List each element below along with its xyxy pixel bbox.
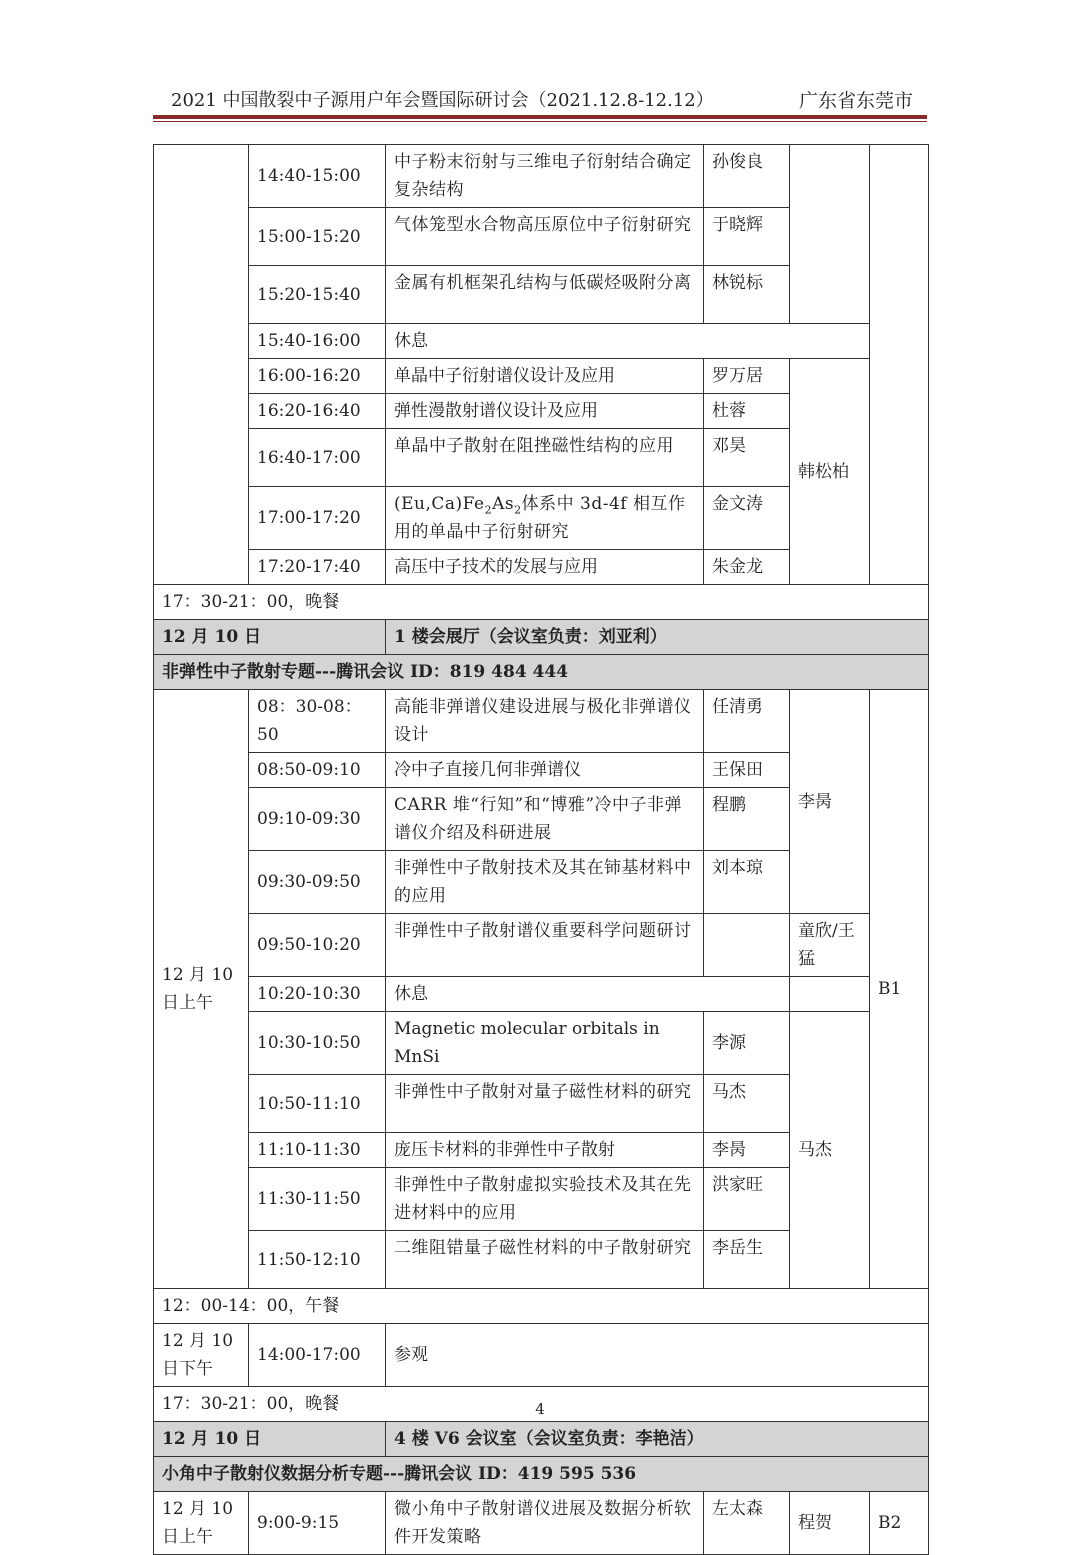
- table-row: [154, 1324, 929, 1387]
- topic-cell: 气体笼型水合物高压原位中子衍射研究: [386, 208, 704, 266]
- speaker-cell: 孙俊良: [704, 145, 790, 208]
- formula-subscript: 2: [514, 503, 522, 517]
- chair-cell: 韩松柏: [790, 359, 870, 585]
- room-cell: B2: [870, 1492, 929, 1555]
- time-cell: 14:00-17:00: [249, 1324, 386, 1387]
- topic-cell: 单晶中子散射在阻挫磁性结构的应用: [386, 429, 704, 487]
- topic-cell: 休息: [386, 977, 790, 1012]
- day-header-row: [154, 620, 929, 655]
- topic-cell: 弹性漫散射谱仪设计及应用: [386, 394, 704, 429]
- speaker-cell: 左太森: [704, 1492, 790, 1555]
- table-row: [154, 1012, 929, 1075]
- topic-cell: 二维阻错量子磁性材料的中子散射研究: [386, 1231, 704, 1289]
- topic-header-row: [154, 1457, 929, 1492]
- day-header: 12 月 10 日: [154, 620, 386, 655]
- speaker-cell-empty: [704, 914, 790, 977]
- page-number: 4: [535, 1400, 545, 1418]
- time-cell: 16:40-17:00: [249, 429, 386, 487]
- topic-cell: 非弹性中子散射谱仪重要科学问题研讨: [386, 914, 704, 977]
- header-rule-thin: [153, 121, 927, 122]
- room-cell-empty: [870, 145, 929, 585]
- time-cell: 17:00-17:20: [249, 487, 386, 550]
- room-cell: B1: [870, 690, 929, 1289]
- speaker-cell: 李昺: [704, 1133, 790, 1168]
- formula-part: (Eu,Ca)Fe: [394, 494, 485, 514]
- session-label-cell: 12 月 10 日下午: [154, 1324, 249, 1387]
- time-cell: 11:50-12:10: [249, 1231, 386, 1289]
- header-location: 广东省东莞市: [798, 90, 913, 112]
- day-header-row: [154, 1422, 929, 1457]
- topic-cell: 单晶中子衍射谱仪设计及应用: [386, 359, 704, 394]
- meal-cell: 17：30-21：00，晚餐: [154, 585, 929, 620]
- table-row: [154, 690, 929, 753]
- time-cell: 15:00-15:20: [249, 208, 386, 266]
- time-cell: 16:20-16:40: [249, 394, 386, 429]
- meal-row: [154, 1289, 929, 1324]
- topic-cell: 高能非弹谱仪建设进展与极化非弹谱仪设计: [386, 690, 704, 753]
- speaker-cell: 金文涛: [704, 487, 790, 550]
- topic-cell: 非弹性中子散射对量子磁性材料的研究: [386, 1075, 704, 1133]
- session-topic-header: 小角中子散射仪数据分析专题---腾讯会议 ID：419 595 536: [154, 1457, 929, 1492]
- header-title: 2021 中国散裂中子源用户年会暨国际研讨会（2021.12.8-12.12）: [171, 90, 714, 111]
- topic-cell: 庞压卡材料的非弹性中子散射: [386, 1133, 704, 1168]
- speaker-cell: 程鹏: [704, 788, 790, 851]
- topic-cell: 非弹性中子散射虚拟实验技术及其在先进材料中的应用: [386, 1168, 704, 1231]
- time-cell: 10:30-10:50: [249, 1012, 386, 1075]
- time-cell: 14:40-15:00: [249, 145, 386, 208]
- topic-cell: 参观: [386, 1324, 929, 1387]
- venue-header: 1 楼会展厅（会议室负责：刘亚利）: [386, 620, 929, 655]
- table-row: [154, 914, 929, 977]
- topic-cell: Magnetic molecular orbitals in MnSi: [386, 1012, 704, 1075]
- time-cell: 15:20-15:40: [249, 266, 386, 324]
- topic-cell: [386, 487, 704, 550]
- meal-cell: 12：00-14：00，午餐: [154, 1289, 929, 1324]
- day-cell-empty: [154, 145, 249, 585]
- schedule-table: [153, 144, 929, 1555]
- venue-header: 4 楼 V6 会议室（会议室负责：李艳洁）: [386, 1422, 929, 1457]
- speaker-cell: 洪家旺: [704, 1168, 790, 1231]
- speaker-cell: 林锐标: [704, 266, 790, 324]
- speaker-cell: 朱金龙: [704, 550, 790, 585]
- chair-cell: 李昺: [790, 690, 870, 914]
- topic-cell: 金属有机框架孔结构与低碳烃吸附分离: [386, 266, 704, 324]
- time-cell: 10:50-11:10: [249, 1075, 386, 1133]
- meal-cell: 17：30-21：00，晚餐: [154, 1387, 929, 1422]
- table-row: [154, 359, 929, 394]
- chair-cell: 马杰: [790, 1012, 870, 1289]
- topic-cell: 中子粉末衍射与三维电子衍射结合确定复杂结构: [386, 145, 704, 208]
- formula-subscript: 2: [484, 503, 493, 517]
- page-header: [153, 86, 927, 112]
- speaker-cell: 邓昊: [704, 429, 790, 487]
- session-label-cell: 12 月 10 日上午: [154, 1492, 249, 1555]
- topic-cell: 冷中子直接几何非弹谱仪: [386, 753, 704, 788]
- time-cell: 08：30-08：50: [249, 690, 386, 753]
- time-cell: 9:00-9:15: [249, 1492, 386, 1555]
- time-cell: 10:20-10:30: [249, 977, 386, 1012]
- speaker-cell: 李源: [704, 1012, 790, 1075]
- time-cell: 11:10-11:30: [249, 1133, 386, 1168]
- chair-cell-empty: [790, 977, 870, 1012]
- topic-cell: CARR 堆“行知”和“博雅”冷中子非弹谱仪介绍及科研进展: [386, 788, 704, 851]
- table-row-break: [154, 324, 929, 359]
- topic-cell: 休息: [386, 324, 870, 359]
- topic-cell: 高压中子技术的发展与应用: [386, 550, 704, 585]
- topic-header-row: [154, 655, 929, 690]
- speaker-cell: 刘本琼: [704, 851, 790, 914]
- session-label-cell: 12 月 10 日上午: [154, 690, 249, 1289]
- table-row-break: [154, 977, 929, 1012]
- chair-cell: 童欣/王猛: [790, 914, 870, 977]
- table-row: [154, 145, 929, 208]
- speaker-cell: 罗万居: [704, 359, 790, 394]
- chair-cell-empty: [790, 145, 870, 324]
- speaker-cell: 任清勇: [704, 690, 790, 753]
- time-cell: 08:50-09:10: [249, 753, 386, 788]
- meal-row: [154, 585, 929, 620]
- topic-rest: 体系中 3d-4f 相互作用的单晶中子衍射研究: [394, 494, 686, 542]
- day-header: 12 月 10 日: [154, 1422, 386, 1457]
- speaker-cell: 杜蓉: [704, 394, 790, 429]
- time-cell: 09:10-09:30: [249, 788, 386, 851]
- formula-part: As: [492, 494, 515, 514]
- topic-cell: 微小角中子散射谱仪进展及数据分析软件开发策略: [386, 1492, 704, 1555]
- time-cell: 16:00-16:20: [249, 359, 386, 394]
- speaker-cell: 马杰: [704, 1075, 790, 1133]
- header-rule-thick: [153, 115, 927, 119]
- time-cell: 17:20-17:40: [249, 550, 386, 585]
- time-cell: 09:50-10:20: [249, 914, 386, 977]
- speaker-cell: 于晓辉: [704, 208, 790, 266]
- chair-cell: 程贺: [790, 1492, 870, 1555]
- time-cell: 09:30-09:50: [249, 851, 386, 914]
- time-cell: 15:40-16:00: [249, 324, 386, 359]
- session-topic-header: 非弹性中子散射专题---腾讯会议 ID：819 484 444: [154, 655, 929, 690]
- speaker-cell: 李岳生: [704, 1231, 790, 1289]
- table-row: [154, 1492, 929, 1555]
- speaker-cell: 王保田: [704, 753, 790, 788]
- time-cell: 11:30-11:50: [249, 1168, 386, 1231]
- topic-cell: 非弹性中子散射技术及其在铈基材料中的应用: [386, 851, 704, 914]
